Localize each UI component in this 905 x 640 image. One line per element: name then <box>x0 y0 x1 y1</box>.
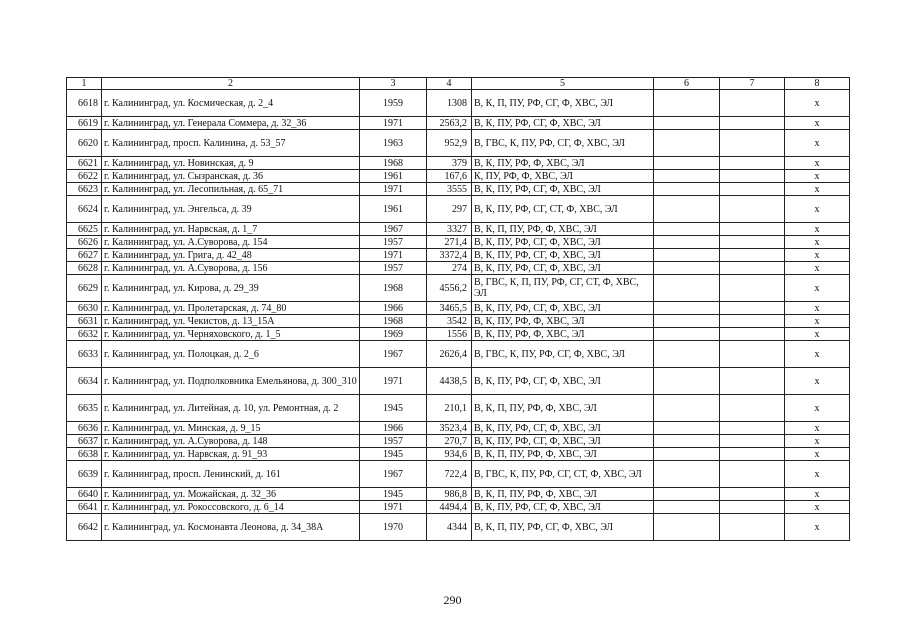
year-cell: 1945 <box>360 448 427 461</box>
utilities-cell: В, ГВС, К, ПУ, РФ, СГ, СТ, Ф, ХВС, ЭЛ <box>472 461 654 488</box>
table-row <box>67 183 850 196</box>
utilities-cell: В, ГВС, К, ПУ, РФ, СГ, Ф, ХВС, ЭЛ <box>472 130 654 157</box>
address-cell: г. Калининград, ул. Кирова, д. 29_39 <box>102 275 360 302</box>
table-row <box>67 341 850 368</box>
column-7-cell <box>720 275 785 302</box>
table-row <box>67 395 850 422</box>
column-6-cell <box>654 435 720 448</box>
year-cell: 1967 <box>360 223 427 236</box>
table-row <box>67 448 850 461</box>
year-cell: 1971 <box>360 368 427 395</box>
address-cell: г. Калининград, ул. Литейная, д. 10, ул. Ремонтная, д. 2 <box>102 395 360 422</box>
address-cell: г. Калининград, ул. Генерала Соммера, д. 32_36 <box>102 117 360 130</box>
utilities-cell: В, К, ПУ, РФ, Ф, ХВС, ЭЛ <box>472 157 654 170</box>
area-cell: 271,4 <box>427 236 472 249</box>
column-7-cell <box>720 183 785 196</box>
area-cell: 4438,5 <box>427 368 472 395</box>
area-cell: 722,4 <box>427 461 472 488</box>
mark-cell: x <box>785 488 850 501</box>
area-cell: 4494,4 <box>427 501 472 514</box>
column-6-cell <box>654 249 720 262</box>
row-number: 6639 <box>67 461 102 488</box>
row-number: 6633 <box>67 341 102 368</box>
mark-cell: x <box>785 183 850 196</box>
address-cell: г. Калининград, ул. Грига, д. 42_48 <box>102 249 360 262</box>
column-header: 4 <box>427 78 472 90</box>
row-number: 6634 <box>67 368 102 395</box>
table-row <box>67 90 850 117</box>
table-row <box>67 488 850 501</box>
column-7-cell <box>720 395 785 422</box>
mark-cell: x <box>785 90 850 117</box>
mark-cell: x <box>785 461 850 488</box>
address-cell: г. Калининград, ул. Космическая, д. 2_4 <box>102 90 360 117</box>
area-cell: 4344 <box>427 514 472 541</box>
utilities-cell: В, К, П, ПУ, РФ, Ф, ХВС, ЭЛ <box>472 448 654 461</box>
area-cell: 167,6 <box>427 170 472 183</box>
mark-cell: x <box>785 249 850 262</box>
column-7-cell <box>720 170 785 183</box>
mark-cell: x <box>785 262 850 275</box>
utilities-cell: В, К, ПУ, РФ, СГ, Ф, ХВС, ЭЛ <box>472 117 654 130</box>
address-cell: г. Калининград, ул. Подполковника Емельянова, д. 300_310 <box>102 368 360 395</box>
column-6-cell <box>654 262 720 275</box>
mark-cell: x <box>785 341 850 368</box>
row-number: 6619 <box>67 117 102 130</box>
table-row <box>67 461 850 488</box>
column-header: 7 <box>720 78 785 90</box>
area-cell: 297 <box>427 196 472 223</box>
table-row <box>67 249 850 262</box>
area-cell: 274 <box>427 262 472 275</box>
row-number: 6622 <box>67 170 102 183</box>
address-cell: г. Калининград, ул. Черняховского, д. 1_5 <box>102 328 360 341</box>
utilities-cell: В, К, П, ПУ, РФ, Ф, ХВС, ЭЛ <box>472 395 654 422</box>
address-cell: г. Калининград, ул. А.Суворова, д. 148 <box>102 435 360 448</box>
area-cell: 3372,4 <box>427 249 472 262</box>
housing-register-table <box>66 77 850 541</box>
row-number: 6624 <box>67 196 102 223</box>
table-row <box>67 236 850 249</box>
area-cell: 210,1 <box>427 395 472 422</box>
year-cell: 1971 <box>360 117 427 130</box>
year-cell: 1971 <box>360 183 427 196</box>
mark-cell: x <box>785 117 850 130</box>
column-6-cell <box>654 236 720 249</box>
row-number: 6642 <box>67 514 102 541</box>
utilities-cell: В, К, ПУ, РФ, Ф, ХВС, ЭЛ <box>472 328 654 341</box>
address-cell: г. Калининград, ул. Сызранская, д. 36 <box>102 170 360 183</box>
column-7-cell <box>720 368 785 395</box>
row-number: 6621 <box>67 157 102 170</box>
column-6-cell <box>654 341 720 368</box>
mark-cell: x <box>785 448 850 461</box>
area-cell: 379 <box>427 157 472 170</box>
year-cell: 1966 <box>360 302 427 315</box>
address-cell: г. Калининград, ул. Пролетарская, д. 74_80 <box>102 302 360 315</box>
row-number: 6637 <box>67 435 102 448</box>
utilities-cell: В, К, ПУ, РФ, СГ, Ф, ХВС, ЭЛ <box>472 501 654 514</box>
address-cell: г. Калининград, ул. А.Суворова, д. 156 <box>102 262 360 275</box>
column-7-cell <box>720 157 785 170</box>
address-cell: г. Калининград, ул. А.Суворова, д. 154 <box>102 236 360 249</box>
area-cell: 952,9 <box>427 130 472 157</box>
address-cell: г. Калининград, ул. Лесопильная, д. 65_71 <box>102 183 360 196</box>
column-7-cell <box>720 315 785 328</box>
column-6-cell <box>654 130 720 157</box>
column-6-cell <box>654 117 720 130</box>
mark-cell: x <box>785 501 850 514</box>
column-header: 3 <box>360 78 427 90</box>
column-6-cell <box>654 170 720 183</box>
year-cell: 1945 <box>360 395 427 422</box>
column-6-cell <box>654 196 720 223</box>
table-row <box>67 262 850 275</box>
mark-cell: x <box>785 302 850 315</box>
mark-cell: x <box>785 196 850 223</box>
utilities-cell: В, К, ПУ, РФ, СГ, Ф, ХВС, ЭЛ <box>472 236 654 249</box>
row-number: 6626 <box>67 236 102 249</box>
column-header: 8 <box>785 78 850 90</box>
mark-cell: x <box>785 395 850 422</box>
area-cell: 3555 <box>427 183 472 196</box>
area-cell: 1308 <box>427 90 472 117</box>
area-cell: 3542 <box>427 315 472 328</box>
utilities-cell: В, К, П, ПУ, РФ, Ф, ХВС, ЭЛ <box>472 223 654 236</box>
mark-cell: x <box>785 422 850 435</box>
year-cell: 1968 <box>360 157 427 170</box>
column-6-cell <box>654 395 720 422</box>
area-cell: 934,6 <box>427 448 472 461</box>
column-7-cell <box>720 328 785 341</box>
address-cell: г. Калининград, ул. Можайская, д. 32_36 <box>102 488 360 501</box>
area-cell: 1556 <box>427 328 472 341</box>
column-6-cell <box>654 328 720 341</box>
area-cell: 3523,4 <box>427 422 472 435</box>
table-row <box>67 275 850 302</box>
table-row <box>67 328 850 341</box>
table-row <box>67 130 850 157</box>
column-6-cell <box>654 422 720 435</box>
year-cell: 1970 <box>360 514 427 541</box>
column-6-cell <box>654 302 720 315</box>
area-cell: 4556,2 <box>427 275 472 302</box>
column-6-cell <box>654 275 720 302</box>
column-7-cell <box>720 249 785 262</box>
utilities-cell: В, К, ПУ, РФ, СГ, Ф, ХВС, ЭЛ <box>472 368 654 395</box>
mark-cell: x <box>785 514 850 541</box>
table-row <box>67 196 850 223</box>
column-7-cell <box>720 90 785 117</box>
table-row <box>67 435 850 448</box>
utilities-cell: В, К, ПУ, РФ, СГ, Ф, ХВС, ЭЛ <box>472 302 654 315</box>
column-7-cell <box>720 488 785 501</box>
utilities-cell: В, К, ПУ, РФ, СГ, Ф, ХВС, ЭЛ <box>472 249 654 262</box>
area-cell: 3327 <box>427 223 472 236</box>
row-number: 6630 <box>67 302 102 315</box>
year-cell: 1966 <box>360 422 427 435</box>
area-cell: 2563,2 <box>427 117 472 130</box>
year-cell: 1961 <box>360 170 427 183</box>
year-cell: 1961 <box>360 196 427 223</box>
year-cell: 1968 <box>360 275 427 302</box>
column-6-cell <box>654 90 720 117</box>
mark-cell: x <box>785 157 850 170</box>
area-cell: 2626,4 <box>427 341 472 368</box>
address-cell: г. Калининград, ул. Полоцкая, д. 2_6 <box>102 341 360 368</box>
address-cell: г. Калининград, ул. Нарвская, д. 1_7 <box>102 223 360 236</box>
area-cell: 270,7 <box>427 435 472 448</box>
utilities-cell: В, К, П, ПУ, РФ, Ф, ХВС, ЭЛ <box>472 488 654 501</box>
table-row <box>67 157 850 170</box>
address-cell: г. Калининград, ул. Рокоссовского, д. 6_14 <box>102 501 360 514</box>
column-header: 2 <box>102 78 360 90</box>
address-cell: г. Калининград, ул. Энгельса, д. 39 <box>102 196 360 223</box>
mark-cell: x <box>785 130 850 157</box>
mark-cell: x <box>785 275 850 302</box>
year-cell: 1945 <box>360 488 427 501</box>
column-7-cell <box>720 514 785 541</box>
year-cell: 1957 <box>360 262 427 275</box>
mark-cell: x <box>785 435 850 448</box>
mark-cell: x <box>785 236 850 249</box>
address-cell: г. Калининград, просп. Калинина, д. 53_57 <box>102 130 360 157</box>
table-row <box>67 315 850 328</box>
address-cell: г. Калининград, ул. Новинская, д. 9 <box>102 157 360 170</box>
column-7-cell <box>720 461 785 488</box>
address-cell: г. Калининград, ул. Нарвская, д. 91_93 <box>102 448 360 461</box>
mark-cell: x <box>785 315 850 328</box>
area-cell: 986,8 <box>427 488 472 501</box>
table-row <box>67 368 850 395</box>
year-cell: 1967 <box>360 341 427 368</box>
year-cell: 1957 <box>360 236 427 249</box>
column-header: 5 <box>472 78 654 90</box>
column-6-cell <box>654 501 720 514</box>
utilities-cell: В, ГВС, К, П, ПУ, РФ, СГ, СТ, Ф, ХВС, ЭЛ <box>472 275 654 302</box>
header-row <box>67 78 850 90</box>
column-6-cell <box>654 461 720 488</box>
year-cell: 1959 <box>360 90 427 117</box>
column-7-cell <box>720 422 785 435</box>
address-cell: г. Калининград, ул. Чекистов, д. 13_15А <box>102 315 360 328</box>
row-number: 6627 <box>67 249 102 262</box>
column-7-cell <box>720 302 785 315</box>
table-row <box>67 117 850 130</box>
table-row <box>67 170 850 183</box>
column-7-cell <box>720 262 785 275</box>
row-number: 6618 <box>67 90 102 117</box>
year-cell: 1968 <box>360 315 427 328</box>
table-row <box>67 501 850 514</box>
row-number: 6640 <box>67 488 102 501</box>
year-cell: 1957 <box>360 435 427 448</box>
column-7-cell <box>720 435 785 448</box>
column-6-cell <box>654 315 720 328</box>
column-header: 1 <box>67 78 102 90</box>
utilities-cell: В, К, П, ПУ, РФ, СГ, Ф, ХВС, ЭЛ <box>472 514 654 541</box>
mark-cell: x <box>785 368 850 395</box>
column-7-cell <box>720 223 785 236</box>
utilities-cell: В, К, П, ПУ, РФ, СГ, Ф, ХВС, ЭЛ <box>472 90 654 117</box>
table-row <box>67 302 850 315</box>
page-number: 290 <box>443 593 462 607</box>
column-6-cell <box>654 488 720 501</box>
column-header: 6 <box>654 78 720 90</box>
column-6-cell <box>654 183 720 196</box>
mark-cell: x <box>785 328 850 341</box>
utilities-cell: В, К, ПУ, РФ, СГ, Ф, ХВС, ЭЛ <box>472 183 654 196</box>
address-cell: г. Калининград, просп. Ленинский, д. 161 <box>102 461 360 488</box>
utilities-cell: В, К, ПУ, РФ, СГ, Ф, ХВС, ЭЛ <box>472 435 654 448</box>
table-row <box>67 223 850 236</box>
utilities-cell: В, К, ПУ, РФ, СГ, Ф, ХВС, ЭЛ <box>472 422 654 435</box>
year-cell: 1971 <box>360 501 427 514</box>
year-cell: 1969 <box>360 328 427 341</box>
column-7-cell <box>720 196 785 223</box>
column-6-cell <box>654 448 720 461</box>
address-cell: г. Калининград, ул. Космонавта Леонова, д. 34_38А <box>102 514 360 541</box>
utilities-cell: В, К, ПУ, РФ, Ф, ХВС, ЭЛ <box>472 315 654 328</box>
utilities-cell: В, К, ПУ, РФ, СГ, СТ, Ф, ХВС, ЭЛ <box>472 196 654 223</box>
mark-cell: x <box>785 223 850 236</box>
column-6-cell <box>654 157 720 170</box>
row-number: 6628 <box>67 262 102 275</box>
row-number: 6636 <box>67 422 102 435</box>
row-number: 6631 <box>67 315 102 328</box>
table-row <box>67 514 850 541</box>
column-6-cell <box>654 223 720 236</box>
utilities-cell: В, ГВС, К, ПУ, РФ, СГ, Ф, ХВС, ЭЛ <box>472 341 654 368</box>
column-7-cell <box>720 117 785 130</box>
row-number: 6629 <box>67 275 102 302</box>
year-cell: 1963 <box>360 130 427 157</box>
row-number: 6625 <box>67 223 102 236</box>
address-cell: г. Калининград, ул. Минская, д. 9_15 <box>102 422 360 435</box>
year-cell: 1967 <box>360 461 427 488</box>
column-7-cell <box>720 130 785 157</box>
area-cell: 3465,5 <box>427 302 472 315</box>
row-number: 6635 <box>67 395 102 422</box>
column-7-cell <box>720 448 785 461</box>
column-6-cell <box>654 514 720 541</box>
column-7-cell <box>720 341 785 368</box>
column-7-cell <box>720 501 785 514</box>
row-number: 6638 <box>67 448 102 461</box>
row-number: 6620 <box>67 130 102 157</box>
utilities-cell: К, ПУ, РФ, Ф, ХВС, ЭЛ <box>472 170 654 183</box>
row-number: 6641 <box>67 501 102 514</box>
column-7-cell <box>720 236 785 249</box>
column-6-cell <box>654 368 720 395</box>
year-cell: 1971 <box>360 249 427 262</box>
row-number: 6632 <box>67 328 102 341</box>
table-row <box>67 422 850 435</box>
row-number: 6623 <box>67 183 102 196</box>
mark-cell: x <box>785 170 850 183</box>
table-body <box>67 90 850 541</box>
utilities-cell: В, К, ПУ, РФ, СГ, Ф, ХВС, ЭЛ <box>472 262 654 275</box>
